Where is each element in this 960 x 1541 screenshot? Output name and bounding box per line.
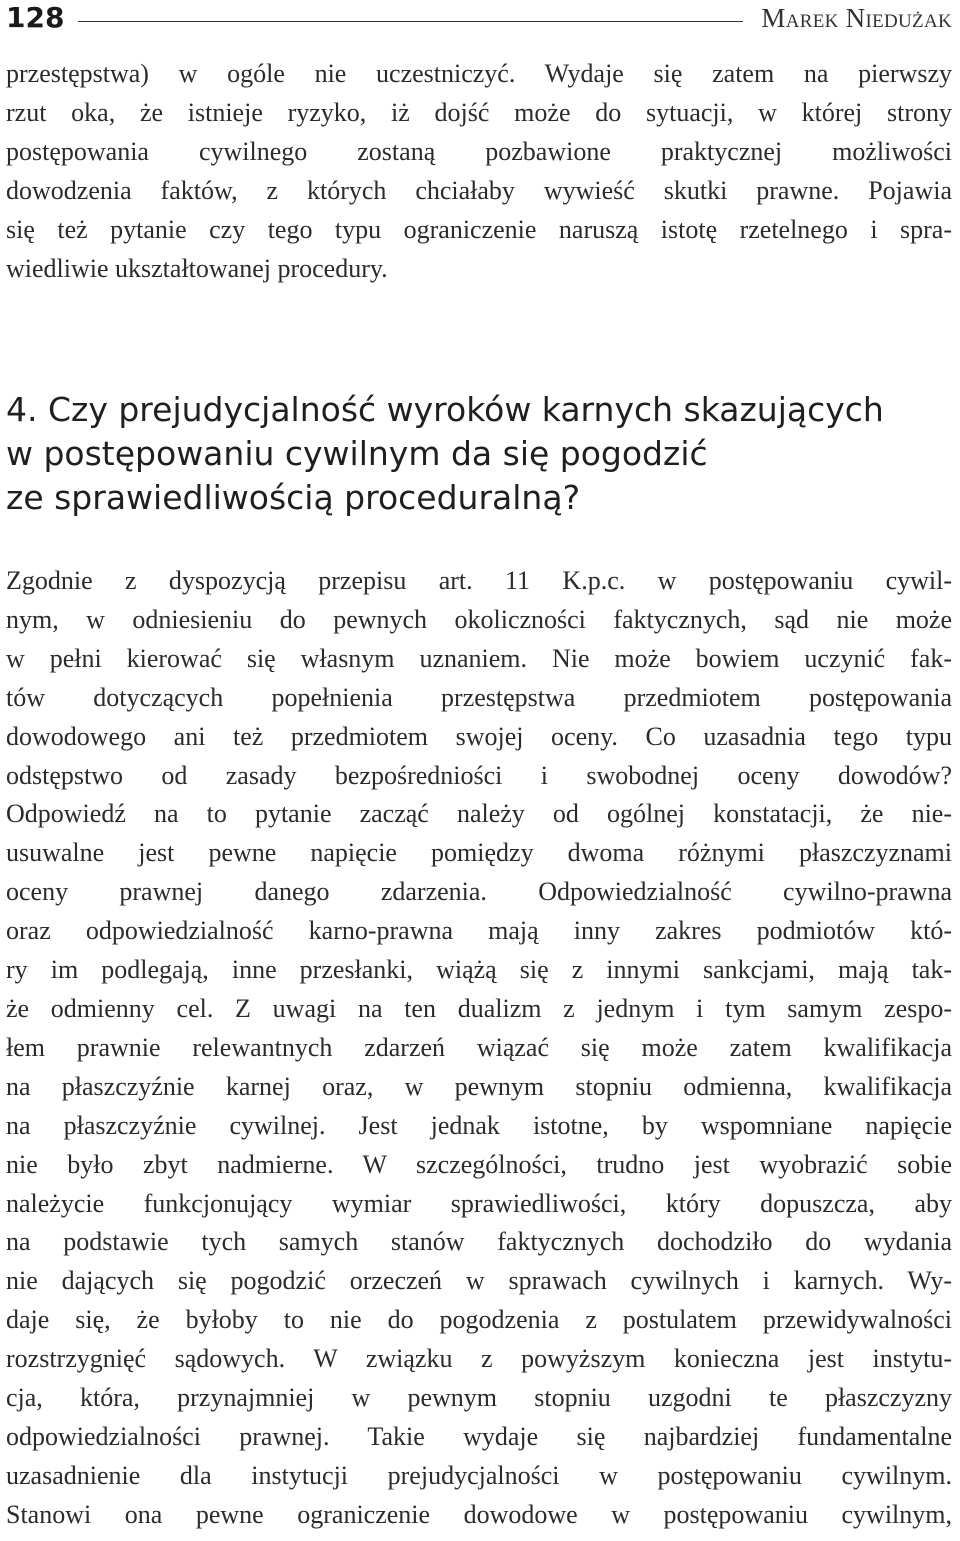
text-line: odstępstwo od zasady bezpośredniości i swobodnej oceny dowodów?	[6, 760, 952, 790]
text-line: nym, w odniesieniu do pewnych okoliczności faktycznych, sąd nie może	[6, 604, 952, 634]
text-line: dowodzenia faktów, z których chciałaby wywieść skutki prawne. Pojawia	[6, 175, 952, 205]
text-line: oraz odpowiedzialność karno-prawna mają inny zakres podmiotów któ-	[6, 916, 952, 946]
text-line: że odmienny cel. Z uwagi na ten dualizm z jednym i tym samym zespo-	[6, 993, 952, 1023]
section-heading	[6, 388, 952, 520]
text-line: rozstrzygnięć sądowych. W związku z powyższym konieczna jest instytu-	[6, 1344, 952, 1374]
text-line: ry im podlegają, inne przesłanki, wiążą się z innymi sankcjami, mają tak-	[6, 955, 952, 985]
text-line: cja, która, przynajmniej w pewnym stopniu uzgodni te płaszczyzny	[6, 1383, 952, 1413]
text-line: Odpowiedź na to pytanie zacząć należy od ogólnej konstatacji, że nie-	[6, 799, 952, 829]
text-line: Zgodnie z dyspozycją przepisu art. 11 K.p.c. w postępowaniu cywil-	[6, 566, 952, 595]
text-line: na podstawie tych samych stanów faktycznych dochodziło do wydania	[6, 1227, 952, 1257]
text-line: odpowiedzialności prawnej. Takie wydaje się najbardziej fundamentalne	[6, 1421, 952, 1451]
text-line: daje się, że byłoby to nie do pogodzenia z postulatem przewidywalności	[6, 1305, 952, 1335]
paragraph-body	[6, 562, 952, 1535]
text-line: uzasadnienie dla instytucji prejudycjalności w postępowaniu cywilnym.	[6, 1460, 952, 1490]
text-line: przestępstwa) w ogóle nie uczestniczyć. Wydaje się zatem na pierwszy	[6, 59, 952, 88]
page-number: 128	[6, 1, 65, 34]
paragraph-intro	[6, 55, 952, 288]
text-line: postępowania cywilnego zostaną pozbawione praktycznej możliwości	[6, 136, 952, 166]
text-line: usuwalne jest pewne napięcie pomiędzy dwoma różnymi płaszczyznami	[6, 838, 952, 868]
text-line: nie było zbyt nadmierne. W szczególności, trudno jest wyobrazić sobie	[6, 1149, 952, 1179]
text-line: tów dotyczących popełnienia przestępstwa przedmiotem postępowania	[6, 682, 952, 712]
text-line: dowodowego ani też przedmiotem swojej oceny. Co uzasadnia tego typu	[6, 721, 952, 751]
heading-line: ze sprawiedliwością proceduralną?	[6, 478, 581, 517]
text-line: wiedliwie ukształtowanej procedury.	[6, 253, 388, 283]
text-line: na płaszczyźnie cywilnej. Jest jednak istotne, by wspomniane napięcie	[6, 1110, 952, 1140]
running-head-author: Marek Niedużak	[761, 3, 952, 33]
text-line: łem prawnie relewantnych zdarzeń wiązać się może zatem kwalifikacja	[6, 1032, 952, 1062]
text-line: na płaszczyźnie karnej oraz, w pewnym stopniu odmienna, kwalifikacja	[6, 1071, 952, 1101]
heading-line: 4. Czy prejudycjalność wyroków karnych skazujących	[6, 390, 884, 429]
text-line: nie dających się pogodzić orzeczeń w sprawach cywilnych i karnych. Wy-	[6, 1266, 952, 1296]
page-header	[6, 0, 952, 36]
text-line: rzut oka, że istnieje ryzyko, iż dojść może do sytuacji, w której strony	[6, 97, 952, 127]
text-line: należycie funkcjonujący wymiar sprawiedliwości, który dopuszcza, aby	[6, 1188, 952, 1218]
text-line: oceny prawnej danego zdarzenia. Odpowiedzialność cywilno-prawna	[6, 877, 952, 907]
text-line: w pełni kierować się własnym uznaniem. Nie może bowiem uczynić fak-	[6, 643, 952, 673]
heading-line: w postępowaniu cywilnym da się pogodzić	[6, 434, 708, 473]
text-line: się też pytanie czy tego typu ograniczenie naruszą istotę rzetelnego i spra-	[6, 214, 952, 244]
header-rule	[78, 21, 743, 22]
text-line: Stanowi ona pewne ograniczenie dowodowe w postępowaniu cywilnym,	[6, 1499, 952, 1529]
